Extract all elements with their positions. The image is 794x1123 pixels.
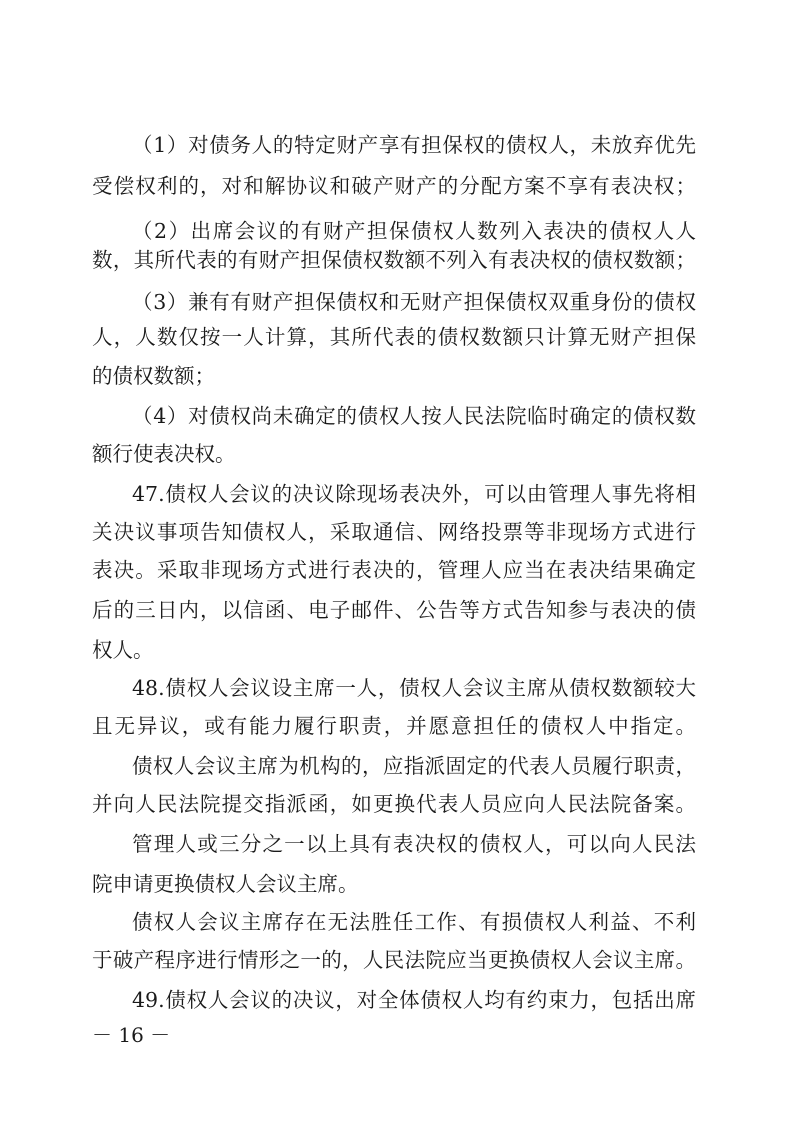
text-line: （3）兼有有财产担保债权和无财产担保债权双重身份的债权 xyxy=(132,290,696,314)
text-line: （4）对债权尚未确定的债权人按人民法院临时确定的债权数 xyxy=(132,404,696,428)
text-line: 的债权数额； xyxy=(92,364,215,388)
text-line: 47.债权人会议的决议除现场表决外，可以由管理人事先将相 xyxy=(132,482,696,506)
text-line: 并向人民法院提交指派函，如更换代表人员应向人民法院备案。 xyxy=(92,792,696,816)
text-line: （2）出席会议的有财产担保债权人数列入表决的债权人人 xyxy=(132,219,696,243)
text-line: 债权人会议主席存在无法胜任工作、有损债权人利益、不利 xyxy=(132,910,696,934)
text-line: 48.债权人会议设主席一人，债权人会议主席从债权数额较大 xyxy=(132,676,696,700)
text-line: 表决。采取非现场方式进行表决的，管理人应当在表决结果确定 xyxy=(92,558,696,582)
text-line: 后的三日内，以信函、电子邮件、公告等方式告知参与表决的债 xyxy=(92,598,696,622)
text-line: 且无异议，或有能力履行职责，并愿意担任的债权人中指定。 xyxy=(92,714,696,738)
text-line: 受偿权利的，对和解协议和破产财产的分配方案不享有表决权； xyxy=(92,174,696,198)
text-line: 于破产程序进行情形之一的，人民法院应当更换债权人会议主席。 xyxy=(92,948,696,972)
text-line: 关决议事项告知债权人，采取通信、网络投票等非现场方式进行 xyxy=(92,520,696,544)
text-line: 权人。 xyxy=(92,638,154,662)
text-line: 管理人或三分之一以上具有表决权的债权人，可以向人民法 xyxy=(132,832,696,856)
text-line: 院申请更换债权人会议主席。 xyxy=(92,872,359,896)
text-line: 债权人会议主席为机构的，应指派固定的代表人员履行职责， xyxy=(132,754,696,778)
text-line: （1）对债务人的特定财产享有担保权的债权人，未放弃优先 xyxy=(132,133,696,157)
text-line: 额行使表决权。 xyxy=(92,442,236,466)
text-line: 人，人数仅按一人计算，其所代表的债权数额只计算无财产担保 xyxy=(92,325,696,349)
page-number: － 16 － xyxy=(92,1023,171,1047)
text-line: 49.债权人会议的决议，对全体债权人均有约束力，包括出席 xyxy=(132,988,696,1012)
text-line: 数，其所代表的有财产担保债权数额不列入有表决权的债权数额； xyxy=(92,248,696,272)
